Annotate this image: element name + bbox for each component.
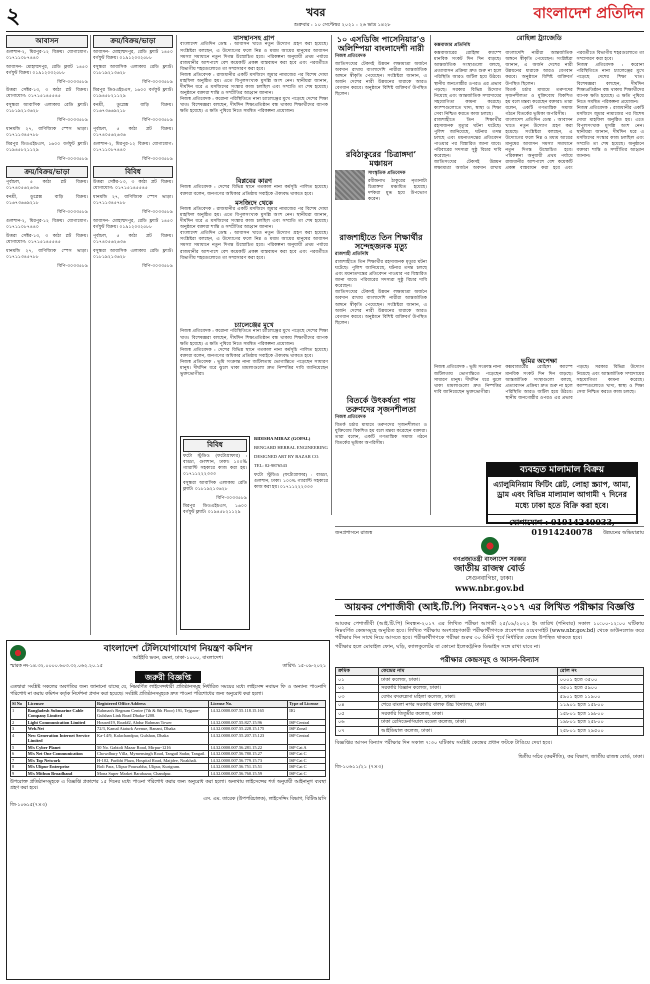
venue-table-row: [336, 684, 644, 693]
story-reason: [180, 178, 328, 318]
license-cell: 14.32.0000.007.56.760.15.59: [209, 770, 288, 777]
venue-cell: ৫৯০১ হতে ১১৯০০: [557, 693, 643, 702]
ad-code: বিপি-৩০৩৩৫৮৯: [57, 263, 88, 269]
column-divider: [90, 35, 91, 635]
classified-ad: বসুন্ধরা আবাসিক এলাকায় রেডি ফ্ল্যাট। ০১৮১৯২১৩৬২৮: [6, 103, 88, 115]
classified-heading: ক্রয়/বিক্রয়/ভাড়া: [6, 166, 88, 179]
story-body: নিজস্ব প্রতিবেদক : রাজধানীর একটি মসজিদে জুমার নামাজের পর বিশেষ দোয়া মাহফিল অনুষ্ঠিত হয়। এতে বিপুলসংখ্যক মুসল্লি অংশ নেন। স্থানীয়রা জানান, দীর্ঘদিন ধরে এ মসজিদের সংস্কার কাজ চলছিল এবং সম্প্রতি তা শেষ হয়েছে। অনুষ্ঠানে বক্তারা শান্তি ও সম্প্রীতির আহ্বান জানান।: [180, 207, 328, 231]
venue-cell: ০৩: [336, 693, 379, 702]
ad-code: বিপি-৩০৩৩৫৮৯: [142, 79, 173, 85]
notice-tagline-left: জনপ্রশাসনে রাজস্ব: [335, 530, 373, 536]
classified-ad: ধানমন্ডি ২৭, বাণিজ্যিক স্পেস ভাড়া। ০১৭১১৩৪৫৭৮৮: [6, 126, 88, 138]
classified-ad: মিরপুর ডিওএইচএস, ১৬০০ বর্গফুট ফ্ল্যাট। ০১৯৪৫৮২১১২৯: [93, 88, 173, 100]
story-land: [434, 358, 644, 458]
story-body: নিজস্ব প্রতিবেদক : করোনা পরিস্থিতিতে নানা চ্যালেঞ্জের মুখে পড়েছে দেশের শিক্ষা খাত। বিশেষজ্ঞরা বলছেন, দীর্ঘদিন শিক্ষাপ্রতিষ্ঠান বন্ধ থাকায় শিক্ষার্থীদের ব্যাপক ক্ষতি হয়েছে। এ ক্ষতি পুষিয়ে নিতে সমন্বিত পরিকল্পনা প্রয়োজন।: [180, 329, 328, 347]
license-cell: IIG: [288, 707, 326, 719]
venue-cell: ২৫৮০১ হতে ২৯৫০০: [557, 727, 643, 736]
license-column-header: Registered Office Address: [96, 701, 209, 708]
story-body: নিজস্ব প্রতিবেদক : ভূমি সংক্রান্ত নানা জটিলতায় ভোগান্তিতে পড়েছেন সাধারণ মানুষ। দীর্ঘদিন ধরে ঝুলে থাকা মামলাগুলো দ্রুত নিষ্পত্তির দাবি জানিয়েছেন ভুক্তভোগীরা।: [180, 359, 328, 377]
story-housing: [180, 35, 328, 175]
column-divider: [430, 35, 431, 515]
sale-phone-number: 01914240033, 01914240078: [531, 516, 615, 537]
notice-body: আয়কর পেশাজীবী (আই.টি.পি) নিবন্ধন-২০১৭ এর লিখিত পরীক্ষা আগামী ২৫/০৯/২০২১ ইং তারিখ (শনিবার) সকাল ১০:০০-১২:০০ ঘটিকায় নিম্নবর্ণিত কেন্দ্রসমূহে অনুষ্ঠিত হবে। লিখিত পরীক্ষায় অংশগ্রহণকারী পরীক্ষার্থীগণকে প্রবেশপত্র ওয়েবসাইট (www.nbr.gov.bd) থেকে ডাউনলোড করে পরীক্ষার দিন সাথে নিয়ে আসতে হবে। পরীক্ষার্থীগণকে পরীক্ষা শুরুর ৩০ মিনিট পূর্বে নির্ধারিত কেন্দ্রে উপস্থিত থাকতে হবে।: [335, 621, 644, 642]
sale-phone-label: যোগাযোগ :: [509, 516, 549, 527]
btrc-address: আইইবি ভবন, রমনা, ঢাকা-১০০০, বাংলাদেশ।: [132, 655, 224, 662]
story-body: কক্সবাজারের রোহিঙ্গা ক্যাম্পে মানবিক সংকট দিন দিন বাড়ছে। আন্তর্জাতিক সংস্থাগুলো বলছে, প্রত্যাবাসন প্রক্রিয়া দ্রুত শুরু না হলে পরিস্থিতি আরও জটিল হয়ে উঠবে। স্থানীয় জনগোষ্ঠীর ওপরও এর প্রভাব পড়ছে। সরকার বিভিন্ন উদ্যোগ নিয়েছে এবং আন্তর্জাতিক সম্প্রদায়ের সহযোগিতা কামনা করেছে। ক্যাম্পগুলোতে খাদ্য, স্বাস্থ্য ও শিক্ষা সেবা নিশ্চিত করতে কাজ চলছে।: [434, 51, 502, 117]
license-cell: M/s Net One Communication: [26, 751, 95, 758]
venue-cell: ০৫: [336, 710, 379, 719]
venue-column-header: ক্রমিক: [336, 667, 379, 676]
notice-signature: দ্বিতীয় সচিব (করনীতি), কর বিভাগ, জাতীয় রাজস্ব বোর্ড, ঢাকা।: [518, 754, 644, 761]
classified-ad: আবাসন- মোহাম্মদপুর, রেডি ফ্ল্যাট ১৪৫০ বর্গফুট বিক্রয়। ০১৯১২০৩২৫৮৮: [93, 218, 173, 230]
license-cell: Chowdhury Villa, Mymensingh Road, Tangail Sadar, Tangail.: [96, 751, 209, 758]
license-cell: 14.32.0000.007.56.751.15.51: [209, 764, 288, 771]
license-cell: ISP Cat C: [288, 757, 326, 764]
venue-table-row: [336, 693, 644, 702]
btrc-logo-icon: [10, 645, 26, 661]
license-cell: Mona Super Market Barabazar, Chandpur.: [96, 770, 209, 777]
story-film: [335, 150, 427, 230]
venue-table-row: [336, 718, 644, 727]
classified-ad: পূর্বাচল, ৫ কাঠা প্লট বিক্রয়। ০১৭৪০৫৬২৬৩৬: [93, 126, 173, 138]
dateline: শুক্রবার : ১০ সেপ্টেম্বর ২০২১ : ২৬ ভাদ্র ১৪২৮: [294, 22, 391, 28]
ad-code: বিপি-৩০৩৩৫৮৯: [142, 118, 173, 124]
license-cell: H-102, Paribhi Plaza, Hospital Road, Maijdee, Noakhali.: [96, 757, 209, 764]
license-cell: 9: [11, 770, 27, 777]
column-divider: [176, 35, 177, 635]
story-headline: বাসস্থানসহ গ্রাপ: [233, 34, 275, 42]
venue-cell: বেগম বদরুন্নেসা মহিলা কলেজ, ঢাকা।: [379, 693, 558, 702]
license-cell: 72/3, Kamal Ataturk Avenue, Banani, Dhaka: [96, 726, 209, 733]
story-body: নিজস্ব প্রতিবেদক : করোনা পরিস্থিতিতে নানা চ্যালেঞ্জের মুখে পড়েছে দেশের শিক্ষা খাত। বিশেষজ্ঞরা বলছেন, দীর্ঘদিন শিক্ষাপ্রতিষ্ঠান বন্ধ থাকায় শিক্ষার্থীদের ব্যাপক ক্ষতি হয়েছে। এ ক্ষতি পুষিয়ে নিতে সমন্বিত পরিকল্পনা প্রয়োজন।: [576, 63, 644, 105]
btrc-reference: স্মারক নং-১৪.৩২.০০০০.৬০৩.৩২.০৬২.২০.১৫: [10, 663, 103, 669]
english-ad-box: [254, 436, 328, 630]
story-headline: রবিঠাকুরের ‘চিত্রাঙ্গদা’ মঞ্চায়ন: [345, 149, 417, 169]
classified-heading: ক্রয়/বিক্রয়/ভাড়া: [93, 35, 173, 48]
sale-title: ব্যবহৃত মালামাল বিক্রয়: [488, 464, 636, 477]
story-body: বাংলাদেশ প্রতিদিন ডেস্ক : আবাসন খাতে নতুন উদ্যোগ গ্রহণ করা হয়েছে। সংশ্লিষ্টরা বলছেন, এ উদ্যোগের ফলে নিম্ন ও মধ্যম আয়ের মানুষের আবাসন সমস্যা সমাধানে নতুন দিগন্ত উন্মোচিত হবে। পরিকল্পনা অনুযায়ী প্রথম পর্যায়ে রাজধানীর আশপাশে বেশ কয়েকটি প্রকল্প বাস্তবায়ন করা হবে এবং পরবর্তীতে বিভাগীয় শহরগুলোতে তা সম্প্রসারণ করা হবে।: [180, 231, 328, 261]
license-cell: 50 No. Gabtoli Mazar Road, Mirpur-1216: [96, 744, 209, 751]
story-body: রাজশাহীতে তিন শিক্ষার্থীর রহস্যজনক মৃত্যুর ঘটনা ঘটেছে। পুলিশ জানিয়েছে, ঘটনার তদন্ত চলছে এবং ময়নাতদন্তের প্রতিবেদন পাওয়ার পর বিস্তারিত জানা যাবে। পরিবারের সদস্যরা সুষ্ঠু বিচার দাবি করেছেন।: [335, 260, 427, 290]
license-cell: 14.32.0000.007.55.827.15.96: [209, 719, 288, 726]
license-cell: 14.32.0000.007.56.780.15.27: [209, 751, 288, 758]
venue-cell: ৩৫০১ হতে ৫৯০০: [557, 684, 643, 693]
classified-ad: গুলশান-২, মিরপুর-১২ বিক্রয়। যোগাযোগ: ০১৭১১০৮৭৪৪০: [93, 141, 173, 153]
nbr-exam-notice: [335, 530, 644, 980]
license-cell: Bangladesh Submarine Cable Company Limited: [26, 707, 95, 719]
license-cell: ISP Central: [288, 732, 326, 744]
english-ad-line: DESIGNED ART BY BAZAR CO.: [254, 453, 320, 459]
classified-ad: গুলশান-২, মিরপুর-১২ বিক্রয়। যোগাযোগ: ০১৭১১০৮৭৪৪০: [6, 49, 88, 61]
notice-website-link[interactable]: www.nbr.gov.bd: [454, 582, 525, 593]
classified-ad: আবাসন- মোহাম্মদপুর, রেডি ফ্ল্যাট ১৪৫০ বর্গফুট বিক্রয়। ০১৯১২০৩২৫৮৮: [93, 49, 173, 61]
story-body: কক্সবাজারের রোহিঙ্গা ক্যাম্পে মানবিক সংকট দিন দিন বাড়ছে। আন্তর্জাতিক সংস্থাগুলো বলছে, প্রত্যাবাসন প্রক্রিয়া দ্রুত শুরু না হলে পরিস্থিতি আরও জটিল হয়ে উঠবে। স্থানীয় জনগোষ্ঠীর ওপরও এর প্রভাব পড়ছে। সরকার বিভিন্ন উদ্যোগ নিয়েছে এবং আন্তর্জাতিক সম্প্রদায়ের সহযোগিতা কামনা করেছে। ক্যাম্পগুলোতে খাদ্য, স্বাস্থ্য ও শিক্ষা সেবা নিশ্চিত করতে কাজ চলছে।: [505, 365, 644, 401]
venue-cell: ১৫৮০১ হতে ১৯৮০০: [557, 710, 643, 719]
license-cell: M/s Top Network: [26, 757, 95, 764]
venue-column-header: কেন্দ্রের নাম: [379, 667, 558, 676]
venue-table: [335, 667, 644, 736]
section-divider: [335, 526, 644, 527]
venue-table-row: [336, 676, 644, 685]
license-cell: 14.32.0000.007.55.118.15.165: [209, 707, 288, 719]
classified-heading: আবাসন: [6, 35, 88, 48]
license-table: [10, 700, 326, 777]
venue-cell: ১১৯০১ হতে ১৫৮০০: [557, 701, 643, 710]
license-cell: ISP Cat C: [288, 764, 326, 771]
license-cell: Ka-14/9, Kalachandpur, Gulshan, Dhaka: [96, 732, 209, 744]
license-cell: 14.32.0000.007.56.281.15.22: [209, 744, 288, 751]
notice-body: পরীক্ষার হলে মোবাইল ফোন, ঘড়ি, ক্যালকুলেটর বা কোনো ইলেকট্রনিক ডিভাইস সঙ্গে রাখা যাবে না।: [335, 643, 541, 650]
classified-ad: মিরপুর ডিওএইচএস, ১৬০০ বর্গফুট ফ্ল্যাট। ০১৯৪৫৮২১১২৯: [6, 141, 88, 153]
story-body: বিতর্ক চর্চার মাধ্যমে তরুণদের সৃজনশীলতা ও যুক্তিবোধ বিকশিত হয় বলে মন্তব্য করেছেন বক্তারা। তারা বলেন, একটি গণতান্ত্রিক সমাজ গঠনে বিতর্কের ভূমিকা অপরিসীম।: [335, 423, 427, 447]
license-cell: 3: [11, 726, 27, 733]
story-headline: মসজিদে থেকে: [235, 198, 273, 207]
story-students: [335, 233, 427, 393]
notice-code: জি-১০৬১১/২১ (৭×৩): [335, 763, 384, 770]
classified-ad: পূর্বাচল, ৫ কাঠা প্লট বিক্রয়। ০১৭৪০৫৬২৬৩৬: [93, 233, 173, 245]
license-cell: New Generation Internet Service Limited: [26, 732, 95, 744]
classified-ad: বনশ্রী, ডুপ্লেক্স বাড়ি বিক্রয়। ০১৬৭৩৬৬৯২১৮: [93, 103, 173, 115]
story-body: জাতিসংঘের টেকসই উন্নয়ন লক্ষ্যমাত্রা অর্জনে অবদান রাখায় বাংলাদেশি নারীরা আন্তর্জাতিক অঙ্গনে স্বীকৃতি পেয়েছেন। সংশ্লিষ্টরা জানান, এ অর্জন দেশের নারী উন্নয়নের ধারাকে আরও বেগবান করবে। অনুষ্ঠানে বিশিষ্ট ব্যক্তিবর্গ উপস্থিত ছিলেন।: [335, 290, 427, 326]
license-cell: ISP Cat C: [288, 770, 326, 777]
btrc-notice: [6, 640, 330, 980]
license-column-header: Type of License: [288, 701, 326, 708]
license-cell: ISP Zonal: [288, 726, 326, 733]
story-body: বাংলাদেশ প্রতিদিন ডেস্ক : আবাসন খাতে নতুন উদ্যোগ গ্রহণ করা হয়েছে। সংশ্লিষ্টরা বলছেন, এ উদ্যোগের ফলে নিম্ন ও মধ্যম আয়ের মানুষের আবাসন সমস্যা সমাধানে নতুন দিগন্ত উন্মোচিত হবে। পরিকল্পনা অনুযায়ী প্রথম পর্যায়ে রাজধানীর আশপাশে বেশ কয়েকটি প্রকল্প বাস্তবায়ন করা হবে এবং পরবর্তীতে বিভাগীয় শহরগুলোতে তা সম্প্রসারণ করা হবে।: [180, 42, 328, 72]
venue-table-row: [336, 727, 644, 736]
misc-text: ফটো স্টুডিও (ফটোগ্রাফার) : বাড্ডা, গুলশান, ঢাকা। ১০০% গ্যারান্টি সহকারে কাজ করা হয়। ০১৭১১২২২৩৩৩: [254, 471, 328, 489]
story-credit: কক্সবাজার প্রতিনিধি: [434, 43, 471, 49]
ad-code: বিপি-৩০৩৩৫৮৯: [57, 156, 88, 162]
ad-code: বিপি-৩০৩৩৫৮৯: [142, 263, 173, 269]
header-rule: [6, 31, 644, 32]
btrc-notice-title: জরুরী বিজ্ঞপ্তি: [135, 671, 201, 683]
story-headline: ১০ এসডিজি পাসেনিয়ার’ও অলিম্পিয়া বাংলাদেশী নারী: [336, 34, 426, 54]
ad-code: বিপি-৩০৩৩৫৮৯: [142, 210, 173, 216]
license-cell: Boli Para, Ulipur Poursabha, Ulipur, Kurigram.: [96, 764, 209, 771]
btrc-org-name: বাংলাদেশ টেলিযোগাযোগ নিয়ন্ত্রণ কমিশন: [103, 644, 253, 654]
page-number: ২: [6, 3, 21, 29]
story-body: বাংলাদেশ প্রতিদিন ডেস্ক : আবাসন খাতে নতুন উদ্যোগ গ্রহণ করা হয়েছে। সংশ্লিষ্টরা বলছেন, এ উদ্যোগের ফলে নিম্ন ও মধ্যম আয়ের মানুষের আবাসন সমস্যা সমাধানে নতুন দিগন্ত উন্মোচিত হবে। পরিকল্পনা অনুযায়ী প্রথম পর্যায়ে রাজধানীর আশপাশে বেশ কয়েকটি প্রকল্প বাস্তবায়ন করা হবে এবং পরবর্তীতে বিভাগীয় শহরগুলোতে তা সম্প্রসারণ করা হবে।: [505, 51, 644, 172]
story-credit: নিজস্ব প্রতিবেদক: [335, 54, 366, 60]
venue-cell: ০৪: [336, 701, 379, 710]
classified-ad: ধানমন্ডি ২৭, বাণিজ্যিক স্পেস ভাড়া। ০১৭১১৩৪৫৭৮৮: [6, 248, 88, 260]
classified-heading: বিবিধ: [93, 166, 173, 179]
story-body: জাতিসংঘের টেকসই উন্নয়ন লক্ষ্যমাত্রা অর্জনে অবদান রাখায় বাংলাদেশি নারীরা আন্তর্জাতিক অঙ্গনে স্বীকৃতি পেয়েছেন। সংশ্লিষ্টরা জানান, এ অর্জন দেশের নারী উন্নয়নের ধারাকে আরও বেগবান করবে। অনুষ্ঠানে বিশিষ্ট ব্যক্তিবর্গ উপস্থিত ছিলেন।: [434, 51, 573, 172]
story-body: নিজস্ব প্রতিবেদক : ভূমি সংক্রান্ত নানা জটিলতায় ভোগান্তিতে পড়েছেন সাধারণ মানুষ। দীর্ঘদিন ধরে ঝুলে থাকা মামলাগুলো দ্রুত নিষ্পত্তির দাবি জানিয়েছেন ভুক্তভোগীরা।: [434, 365, 502, 395]
story-body: নিজস্ব প্রতিবেদক : দেশের বিভিন্ন স্থানে গতকাল নানা কর্মসূচি পালিত হয়েছে। বক্তারা বলেন, জনগণের অধিকার প্রতিষ্ঠায় সবাইকে ঐক্যবদ্ধ থাকতে হবে।: [180, 185, 328, 197]
venue-cell: ১৯৮০১ হতে ২৫৮০০: [557, 718, 643, 727]
page-header: [6, 4, 644, 30]
classified-ad: উত্তরা সেক্টর-১৩, ৩ কাঠা প্লট বিক্রয়। যোগাযোগ: ০১৭১৫১৪৫৫৪৫: [6, 88, 88, 100]
government-emblem-icon: [481, 537, 499, 555]
venue-table-header: [336, 667, 644, 676]
story-body: নিজস্ব প্রতিবেদক : করোনা পরিস্থিতিতে নানা চ্যালেঞ্জের মুখে পড়েছে দেশের শিক্ষা খাত। বিশেষজ্ঞরা বলছেন, দীর্ঘদিন শিক্ষাপ্রতিষ্ঠান বন্ধ থাকায় শিক্ষার্থীদের ব্যাপক ক্ষতি হয়েছে। এ ক্ষতি পুষিয়ে নিতে সমন্বিত পরিকল্পনা প্রয়োজন।: [180, 97, 328, 115]
story-credit: নিজস্ব প্রতিবেদক: [335, 415, 366, 421]
license-cell: ISP Central: [288, 719, 326, 726]
venue-cell: সরকারি বিজ্ঞান কলেজ, ঢাকা।: [379, 684, 558, 693]
story-body: নিজস্ব প্রতিবেদক : রাজধানীর একটি মসজিদে জুমার নামাজের পর বিশেষ দোয়া মাহফিল অনুষ্ঠিত হয়। এতে বিপুলসংখ্যক মুসল্লি অংশ নেন। স্থানীয়রা জানান, দীর্ঘদিন ধরে এ মসজিদের সংস্কার কাজ চলছিল এবং সম্প্রতি তা শেষ হয়েছে। অনুষ্ঠানে বক্তারা শান্তি ও সম্প্রীতির আহ্বান জানান।: [576, 105, 644, 160]
license-cell: M/s Cyber Planet: [26, 744, 95, 751]
venue-cell: ০৭: [336, 727, 379, 736]
story-body: বিতর্ক চর্চার মাধ্যমে তরুণদের সৃজনশীলতা ও যুক্তিবোধ বিকশিত হয় বলে মন্তব্য করেছেন বক্তারা। তারা বলেন, একটি গণতান্ত্রিক সমাজ গঠনে বিতর্কের ভূমিকা অপরিসীম।: [505, 87, 573, 117]
license-cell: M/s Mithun Broadband: [26, 770, 95, 777]
story-rohingya: [434, 35, 644, 355]
classifieds-column-2: [93, 35, 173, 635]
story-body: নিজস্ব প্রতিবেদক : দেশের বিভিন্ন স্থানে গতকাল নানা কর্মসূচি পালিত হয়েছে। বক্তারা বলেন, জনগণের অধিকার প্রতিষ্ঠায় সবাইকে ঐক্যবদ্ধ থাকতে হবে।: [180, 347, 328, 359]
btrc-signer: এস. এম. তারেক (উপপরিচালক), লাইসেন্সিং বিভাগ, বিটিআরসি: [203, 796, 326, 802]
classifieds-column-1: [6, 35, 88, 635]
license-cell: 14.32.0000.007.55.228.15.175: [209, 726, 288, 733]
section-name: খবর: [306, 6, 326, 19]
story-body: রাজশাহীতে তিন শিক্ষার্থীর রহস্যজনক মৃত্যুর ঘটনা ঘটেছে। পুলিশ জানিয়েছে, ঘটনার তদন্ত চলছে এবং ময়নাতদন্তের প্রতিবেদন পাওয়ার পর বিস্তারিত জানা যাবে। পরিবারের সদস্যরা সুষ্ঠু বিচার দাবি করেছেন।: [434, 117, 502, 160]
venue-cell: ঢাকা রেসিডেনসিয়াল মডেল কলেজ, ঢাকা।: [379, 718, 558, 727]
venue-table-row: [336, 710, 644, 719]
classified-ad: পূর্বাচল, ৫ কাঠা প্লট বিক্রয়। ০১৭৪০৫৬২৬৩৬: [6, 180, 88, 192]
story-challenge: [180, 322, 328, 432]
column-divider: [331, 35, 332, 515]
license-table-row: [11, 770, 326, 777]
license-cell: 4: [11, 732, 27, 744]
story-credit: রাজশাহী প্রতিনিধি: [335, 252, 369, 258]
story-headline: বিতর্কে উৎকর্ষতা পায় তরুণদের সৃজনশীলতা: [345, 395, 417, 415]
license-table-row: [11, 707, 326, 719]
ad-code: বিপি-৩০৩৩৫৮৯: [142, 156, 173, 162]
classified-ad: ধানমন্ডি ২৭, বাণিজ্যিক স্পেস ভাড়া। ০১৭১১৩৪৫৭৮৮: [93, 195, 173, 207]
notice-footer-note: বিজ্ঞপ্তির আসন বিন্যাস পরীক্ষার দিন সকাল ৭:৩০ ঘটিকায় সংশ্লিষ্ট কেন্দ্রের প্রধান ফটকে টাঙিয়ে দেয়া হবে।: [335, 739, 553, 746]
license-cell: Rahman's Regnum Centre (7th & 8th Floor) 191, Tejgaon-Gulshan Link Road Dhaka-1208.: [96, 707, 209, 719]
classified-ad: বসুন্ধরা আবাসিক এলাকায় রেডি ফ্ল্যাট। ০১৮১৯২১৩৬২৮: [93, 64, 173, 76]
masthead-logo: বাংলাদেশ প্রতিদিন: [533, 4, 644, 22]
classified-ad: বনশ্রী, ডুপ্লেক্স বাড়ি বিক্রয়। ০১৬৭৩৬৬৯২১৮: [6, 195, 88, 207]
license-column-header: Sl No: [11, 701, 27, 708]
venue-cell: ০২: [336, 684, 379, 693]
license-cell: 1: [11, 707, 27, 719]
venue-table-row: [336, 701, 644, 710]
story-debate: [335, 396, 427, 516]
classified-ad: উত্তরা সেক্টর-১৩, ৩ কাঠা প্লট বিক্রয়। যোগাযোগ: ০১৭১৫১৪৫৫৪৫: [6, 233, 88, 245]
misc-text: বসুন্ধরা আবাসিক এলাকায় রেডি ফ্ল্যাট। ০১৮১৯২১৩৬২৮: [183, 480, 247, 492]
misc-box: [180, 436, 250, 630]
misc-text: ফটো স্টুডিও (ফটোগ্রাফার) : বাড্ডা, গুলশান, ঢাকা। ১০০% গ্যারান্টি সহকারে কাজ করা হয়। ০১৭১১২২২৩৩৩: [183, 453, 247, 477]
ad-code: বিপি-৩০৩৩৫৮৯: [57, 210, 88, 216]
story-headline: বিপ্লবের কারণ: [236, 177, 272, 185]
classified-ad: উত্তরা সেক্টর-১৩, ৩ কাঠা প্লট বিক্রয়। যোগাযোগ: ০১৭১৫১৪৫৫৪৫: [93, 180, 173, 192]
venue-cell: ০৬: [336, 718, 379, 727]
license-cell: 5: [11, 744, 27, 751]
film-photo: [335, 170, 365, 200]
btrc-code: জি-১০৬১৫(৭×৩): [10, 802, 47, 808]
venue-cell: ০১: [336, 676, 379, 685]
btrc-date: তারিখ: ১৫-০৯-২০২১: [282, 663, 326, 669]
ad-code: বিপি-৩০৩৩৫৮৯: [57, 79, 88, 85]
classified-ad: বসুন্ধরা আবাসিক এলাকায় রেডি ফ্ল্যাট। ০১৮১৯২১৩৬২৮: [93, 248, 173, 260]
license-cell: ISP Cat C: [288, 751, 326, 758]
classified-ad: গুলশান-২, মিরপুর-১২ বিক্রয়। যোগাযোগ: ০১৭১১০৮৭৪৪০: [6, 218, 88, 230]
english-ad-line: TEL: 02-9876543: [254, 462, 288, 468]
story-body: রবীন্দ্রনাথ ঠাকুরের নৃত্যনাট্য চিত্রাঙ্গদা মঞ্চায়িত হয়েছে। দর্শকরা মুগ্ধ হয়ে উপভোগ করেন।: [368, 179, 427, 203]
license-cell: 14.32.0000.007.55.207.15.123: [209, 732, 288, 744]
story-body: নিজস্ব প্রতিবেদক : রাজধানীর একটি মসজিদে জুমার নামাজের পর বিশেষ দোয়া মাহফিল অনুষ্ঠিত হয়। এতে বিপুলসংখ্যক মুসল্লি অংশ নেন। স্থানীয়রা জানান, দীর্ঘদিন ধরে এ মসজিদের সংস্কার কাজ চলছিল এবং সম্প্রতি তা শেষ হয়েছে। অনুষ্ঠানে বক্তারা শান্তি ও সম্প্রীতির আহ্বান জানান।: [180, 72, 328, 96]
english-ad-line: BENGARD HERBAL ENGINEERING: [254, 444, 328, 450]
venue-cell: আইডিয়াল কলেজ, ঢাকা।: [379, 727, 558, 736]
license-table-row: [11, 732, 326, 744]
story-headline: চ্যালেঞ্জের মুখে: [234, 321, 274, 329]
license-column-header: License No.: [209, 701, 288, 708]
venue-column-header: রোল নং: [557, 667, 643, 676]
english-ad-line: BIDISHA MIRAZ (GOPAL): [254, 436, 311, 441]
btrc-footer: উপরোক্ত প্রতিষ্ঠানসমূহকে এ বিজ্ঞপ্তি প্রকাশের ১৫ দিনের মধ্যে পাওনা পরিশোধ করার জন্য অনুরোধ করা হলো। অন্যথায় লাইসেন্সের শর্ত অনুযায়ী আইনানুগ ব্যবস্থা গ্রহণ করা হবে।: [10, 780, 326, 792]
ad-code: বিপি-৩০৩৩৫৮৯: [57, 118, 88, 124]
license-cell: 7: [11, 757, 27, 764]
license-cell: M/s Ulipur Enterprise: [26, 764, 95, 771]
notice-gov-line: গণপ্রজাতন্ত্রী বাংলাদেশ সরকার: [452, 556, 527, 564]
notice-tagline-right: উন্নয়নের অভিযাত্রায়: [603, 530, 644, 536]
story-headline: রোহিঙ্গা ট্র্যাজেডি: [516, 34, 562, 42]
license-cell: Web.Net: [26, 726, 95, 733]
license-cell: House#19, Road#2, Abdur Rahman Tower: [96, 719, 209, 726]
classified-ad: আবাসন- মোহাম্মদপুর, রেডি ফ্ল্যাট ১৪৫০ বর্গফুট বিক্রয়। ০১৯১২০৩২৫৮৮: [6, 64, 88, 76]
license-cell: ISP Cat A: [288, 744, 326, 751]
license-cell: 14.32.0000.007.56.779.15.73: [209, 757, 288, 764]
notice-title: আয়কর পেশাজীবী (আই.টি.পি) নিবন্ধন-২০১৭ এর লিখিত পরীক্ষার বিজ্ঞপ্তি: [335, 599, 644, 617]
sale-body: এ্যালুমিনিয়াম ফিটিং গ্লেট, লোহা স্ক্র্যাপ, আমা, ড্রাম এবং বিভিন্ন মালামাল আগামী ৭ দিনের মধ্যে ঢাকা হতে বিক্রি করা হবে।: [493, 480, 631, 510]
venue-table-title: পরীক্ষার কেন্দ্রসমূহ ও আসন-বিন্যাস: [440, 654, 539, 664]
venue-cell: শেরে বাংলা নগর সরকারি বালক উচ্চ বিদ্যালয়, ঢাকা।: [379, 701, 558, 710]
notice-address: সেগুনবাগিচা, ঢাকা।: [465, 575, 514, 582]
story-body: জাতিসংঘের টেকসই উন্নয়ন লক্ষ্যমাত্রা অর্জনে অবদান রাখায় বাংলাদেশি নারীরা আন্তর্জাতিক অঙ্গনে স্বীকৃতি পেয়েছেন। সংশ্লিষ্টরা জানান, এ অর্জন দেশের নারী উন্নয়নের ধারাকে আরও বেগবান করবে। অনুষ্ঠানে বিশিষ্ট ব্যক্তিবর্গ উপস্থিত ছিলেন।: [335, 62, 427, 98]
story-credit: সাংস্কৃতিক প্রতিবেদক: [368, 171, 406, 177]
notice-office: জাতীয় রাজস্ব বোর্ড: [454, 563, 525, 574]
license-cell: 8: [11, 764, 27, 771]
story-women: [335, 35, 427, 147]
license-cell: 2: [11, 719, 27, 726]
venue-cell: ঢাকা কলেজ, ঢাকা।: [379, 676, 558, 685]
story-headline: ভূমির অপেক্ষা: [521, 357, 557, 365]
license-cell: Light Communication Limited: [26, 719, 95, 726]
misc-heading: বিবিধ: [183, 439, 247, 452]
venue-cell: সরকারি তিতুমীর কলেজ, ঢাকা।: [379, 710, 558, 719]
ad-code: বিপি-৩০৩৩৫৮৯: [216, 495, 247, 501]
license-column-header: Licensee: [26, 701, 95, 708]
story-headline: রাজশাহীতে তিন শিক্ষার্থীর সন্দেহজনক মৃত্যু: [339, 232, 423, 252]
license-cell: 6: [11, 751, 27, 758]
misc-text: মিরপুর ডিওএইচএস, ১৬০০ বর্গফুট ফ্ল্যাট। ০১৯৪৫৮২১১২৯: [183, 504, 247, 516]
venue-cell: ০০০১ হতে ৩৫০০: [557, 676, 643, 685]
btrc-intro: এতদ্বারা সংশ্লিষ্ট সকলের অবগতির জন্য জানানো যাচ্ছে যে, নিম্নবর্ণিত লাইসেন্সধারী প্রতিষ্ঠানসমূহ নির্ধারিত সময়ের মধ্যে লাইসেন্স নবায়ন ফি ও অন্যান্য পাওনাদি পরিশোধ না করায় কমিশন কর্তৃক নির্দেশনা প্রদান করা হয়েছে। সংশ্লিষ্ট প্রতিষ্ঠানসমূহকে দ্রুত পাওনা পরিশোধের জন্য অনুরোধ করা হলো।: [10, 685, 326, 697]
